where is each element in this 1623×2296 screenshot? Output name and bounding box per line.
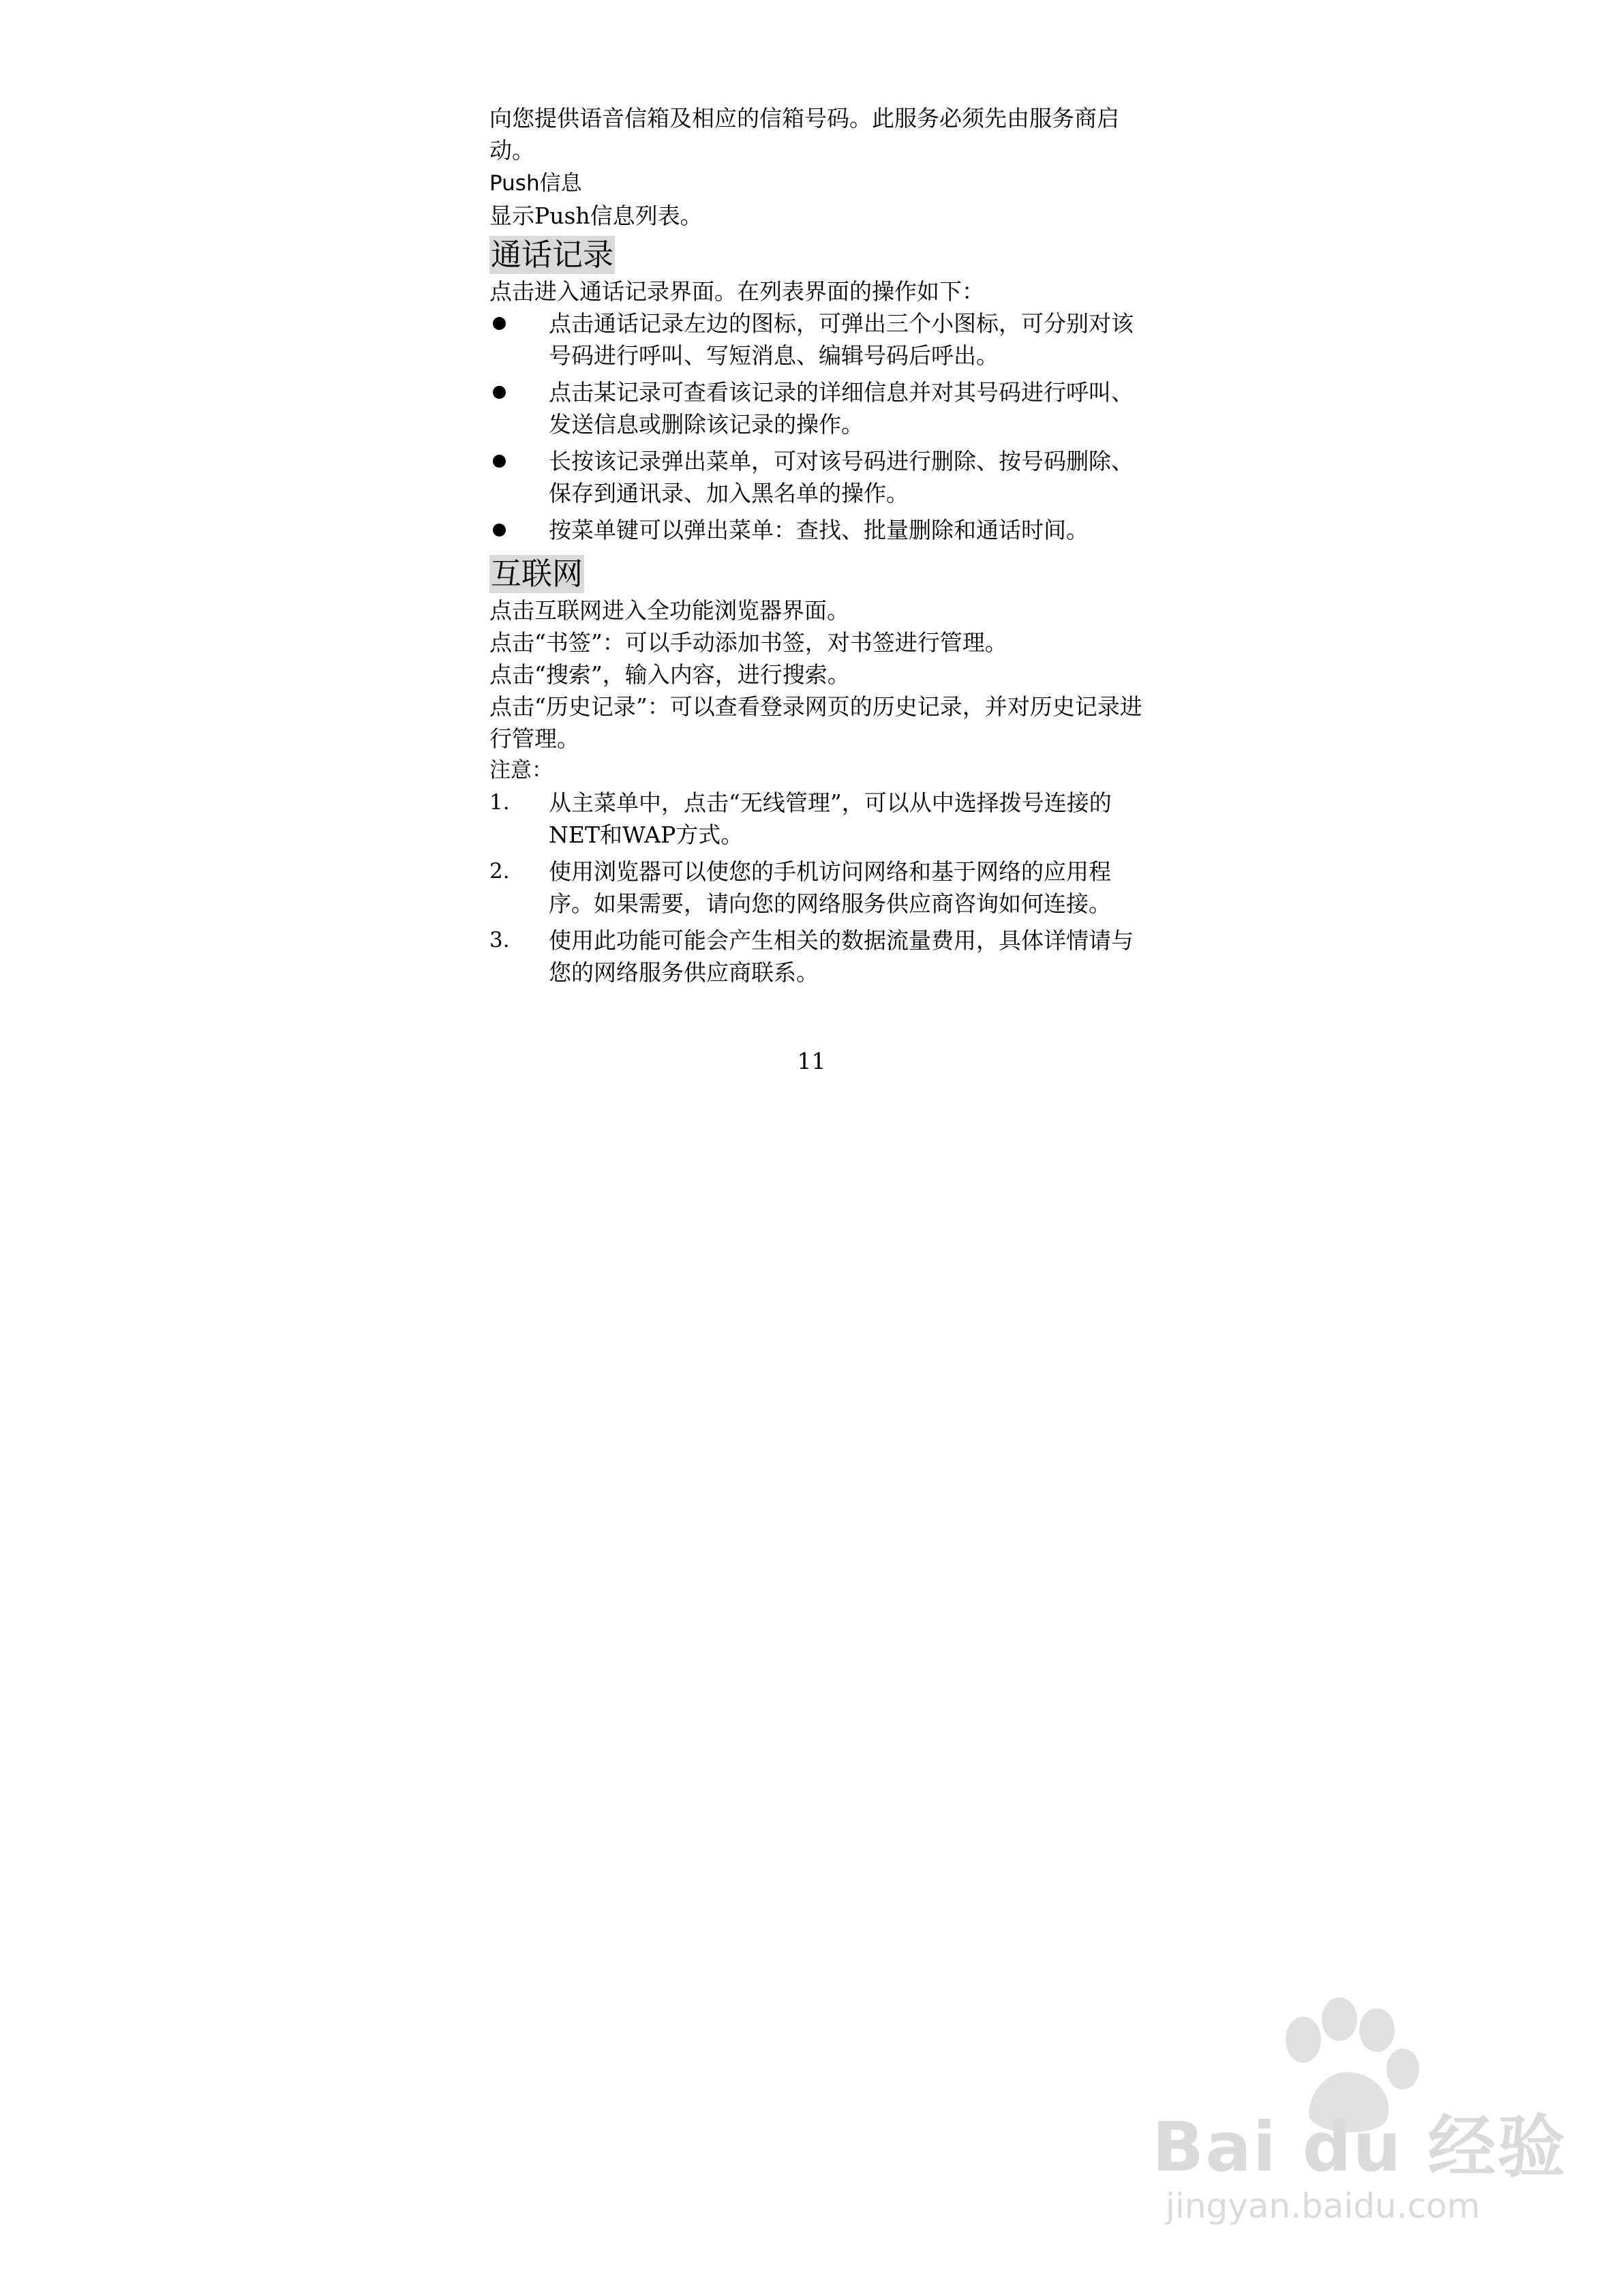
list-item [489,376,1144,440]
call-log-bullet-list [489,307,1144,546]
internet-line: 点击“历史记录”：可以查看登录网页的历史记录，并对历史记录进行管理。 [489,693,1142,752]
list-number: 3. [489,928,510,952]
list-item-text: 从主菜单中，点击“无线管理”，可以从中选择拨号连接的NET和WAP方式。 [549,789,1112,848]
list-item [489,307,1144,372]
list-item [489,445,1144,509]
baidu-jingyan-watermark [1152,1997,1567,2226]
internet-line: 点击“书签”：可以手动添加书签，对书签进行管理。 [489,629,1007,656]
section-heading-call-log: 通话记录 [491,237,614,273]
push-paragraph: 显示Push信息列表。 [489,202,703,229]
note-label: 注意： [489,758,553,783]
notes-numbered-list [489,787,1144,988]
page-number: 11 [797,1048,826,1074]
list-item-text: 点击通话记录左边的图标，可弹出三个小图标，可分别对该号码进行呼叫、写短消息、编辑号码后呼出。 [549,310,1134,369]
list-number: 1. [489,790,510,815]
section-heading-internet: 互联网 [491,556,583,592]
document-body [489,102,1144,993]
bullet-icon [493,386,506,399]
list-item-text: 使用浏览器可以使您的手机访问网络和基于网络的应用程序。如果需要，请向您的网络服务供应商咨询如何连接。 [549,858,1111,917]
list-item [489,514,1144,546]
internet-line: 点击互联网进入全功能浏览器界面。 [489,597,849,624]
list-item-text: 点击某记录可查看该记录的详细信息并对其号码进行呼叫、发送信息或删除该记录的操作。 [549,379,1134,438]
push-heading: Push信息 [489,171,582,196]
list-item-text: 使用此功能可能会产生相关的数据流量费用，具体详情请与您的网络服务供应商联系。 [549,927,1134,986]
list-item [489,856,1144,920]
list-item [489,924,1144,988]
list-number: 2. [489,859,510,883]
bullet-icon [493,524,506,537]
list-item [489,787,1144,851]
bullet-icon [493,317,506,330]
watermark-url: jingyan.baidu.com [1166,2186,1481,2226]
call-log-intro: 点击进入通话记录界面。在列表界面的操作如下： [489,278,984,305]
list-item-text: 按菜单键可以弹出菜单：查找、批量删除和通话时间。 [549,517,1089,543]
internet-line: 点击“搜索”，输入内容，进行搜索。 [489,661,850,688]
bullet-icon [493,455,506,468]
voicemail-paragraph: 向您提供语音信箱及相应的信箱号码。此服务必须先由服务商启动。 [489,105,1119,164]
watermark-logo: Bai du 经验 [1152,2107,1567,2187]
list-item-text: 长按该记录弹出菜单，可对该号码进行删除、按号码删除、保存到通讯录、加入黑名单的操作。 [549,448,1134,507]
